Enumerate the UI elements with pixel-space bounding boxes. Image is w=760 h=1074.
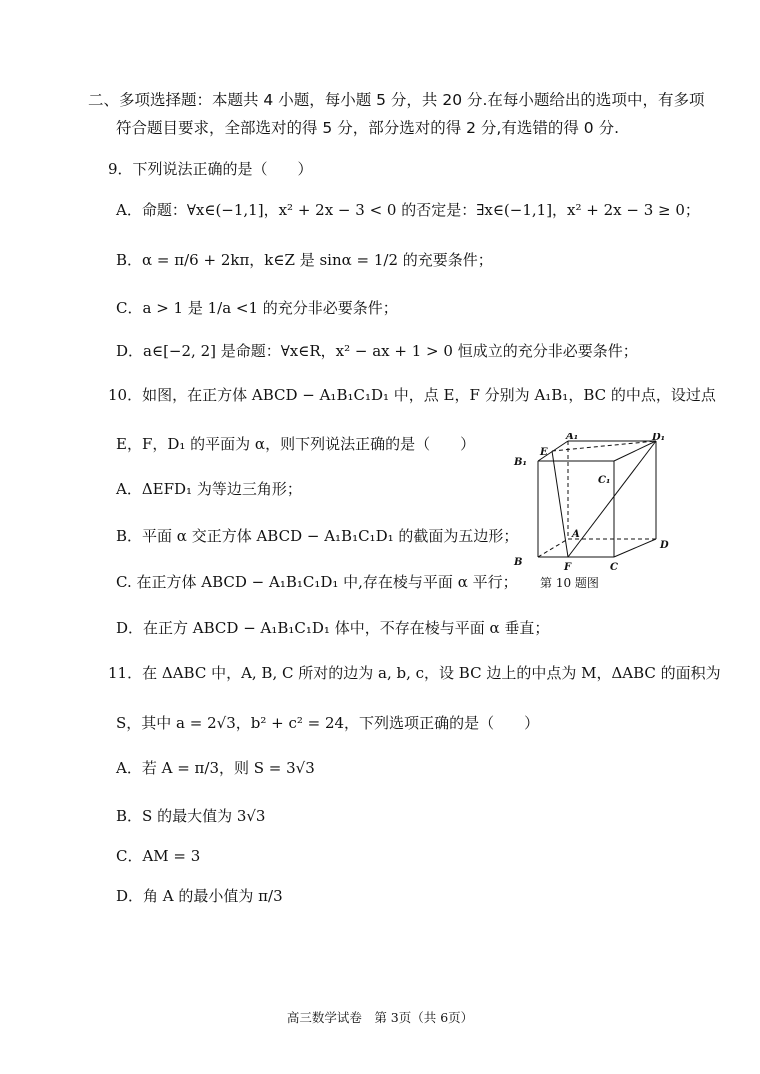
q10-option-d: D．在正方 ABCD − A₁B₁C₁D₁ 体中，不存在棱与平面 α 垂直； <box>116 619 550 637</box>
page-footer: 高三数学试卷 第 3页（共 6页） <box>286 1010 474 1025</box>
label-d1: D₁ <box>652 433 666 443</box>
q10-option-a: A．ΔEFD₁ 为等边三角形； <box>116 480 302 498</box>
label-c1: C₁ <box>598 475 611 486</box>
label-a1: A₁ <box>566 433 579 442</box>
section-heading-line1: 二、多项选择题：本题共 4 小题，每小题 5 分，共 20 分.在每小题给出的选项中，有多项 <box>88 91 705 109</box>
q10-option-c: C. 在正方体 ABCD − A₁B₁C₁D₁ 中,存在棱与平面 α 平行； <box>116 573 518 591</box>
q11-option-c: C．AM = 3 <box>116 847 201 865</box>
q11-option-a: A．若 A = π/3，则 S = 3√3 <box>116 759 315 777</box>
q10-stem-line2: E，F，D₁ 的平面为 α，则下列说法正确的是（ ） <box>116 435 476 453</box>
q10-option-b: B．平面 α 交正方体 ABCD − A₁B₁C₁D₁ 的截面为五边形； <box>116 527 519 545</box>
label-f: F <box>564 562 572 573</box>
q9-option-c: C．a > 1 是 1/a <1 的充分非必要条件； <box>116 299 398 317</box>
figure-caption: 第 10 题图 <box>540 576 599 590</box>
label-c: C <box>610 562 618 573</box>
cube-figure <box>506 433 676 593</box>
q9-option-a: A．命题：∀x∈(−1,1]，x² + 2x − 3 < 0 的否定是：∃x∈(−1,1]，x² + 2x − 3 ≥ 0； <box>116 201 700 219</box>
q9-option-d: D．a∈[−2, 2] 是命题：∀x∈R，x² − ax + 1 > 0 恒成立的充分非必要条件； <box>116 342 638 360</box>
section-heading <box>88 86 708 142</box>
cube-diagram <box>506 433 676 578</box>
q9-option-b: B．α = π/6 + 2kπ，k∈Z 是 sinα = 1/2 的充要条件； <box>116 251 493 269</box>
q11-option-b: B．S 的最大值为 3√3 <box>116 807 266 825</box>
q11-stem-line1: 11．在 ΔABC 中，A, B, C 所对的边为 a, b, c，设 BC 边上的中点为 M，ΔABC 的面积为 <box>108 664 721 682</box>
label-b1: B₁ <box>514 457 527 468</box>
section-heading-line2: 符合题目要求，全部选对的得 5 分，部分选对的得 2 分,有选错的得 0 分. <box>116 119 620 137</box>
label-e: E <box>540 447 548 458</box>
label-b: B <box>514 557 523 568</box>
q10-stem-line1: 10．如图，在正方体 ABCD − A₁B₁C₁D₁ 中，点 E，F 分别为 A₁B₁，BC 的中点，设过点 <box>108 386 716 404</box>
q11-option-d: D．角 A 的最小值为 π/3 <box>116 887 283 905</box>
q9-stem: 9．下列说法正确的是（ ） <box>108 160 313 178</box>
label-a: A <box>572 529 580 540</box>
q11-stem-line2: S，其中 a = 2√3，b² + c² = 24，下列选项正确的是（ ） <box>116 714 540 732</box>
label-d: D <box>660 540 669 551</box>
